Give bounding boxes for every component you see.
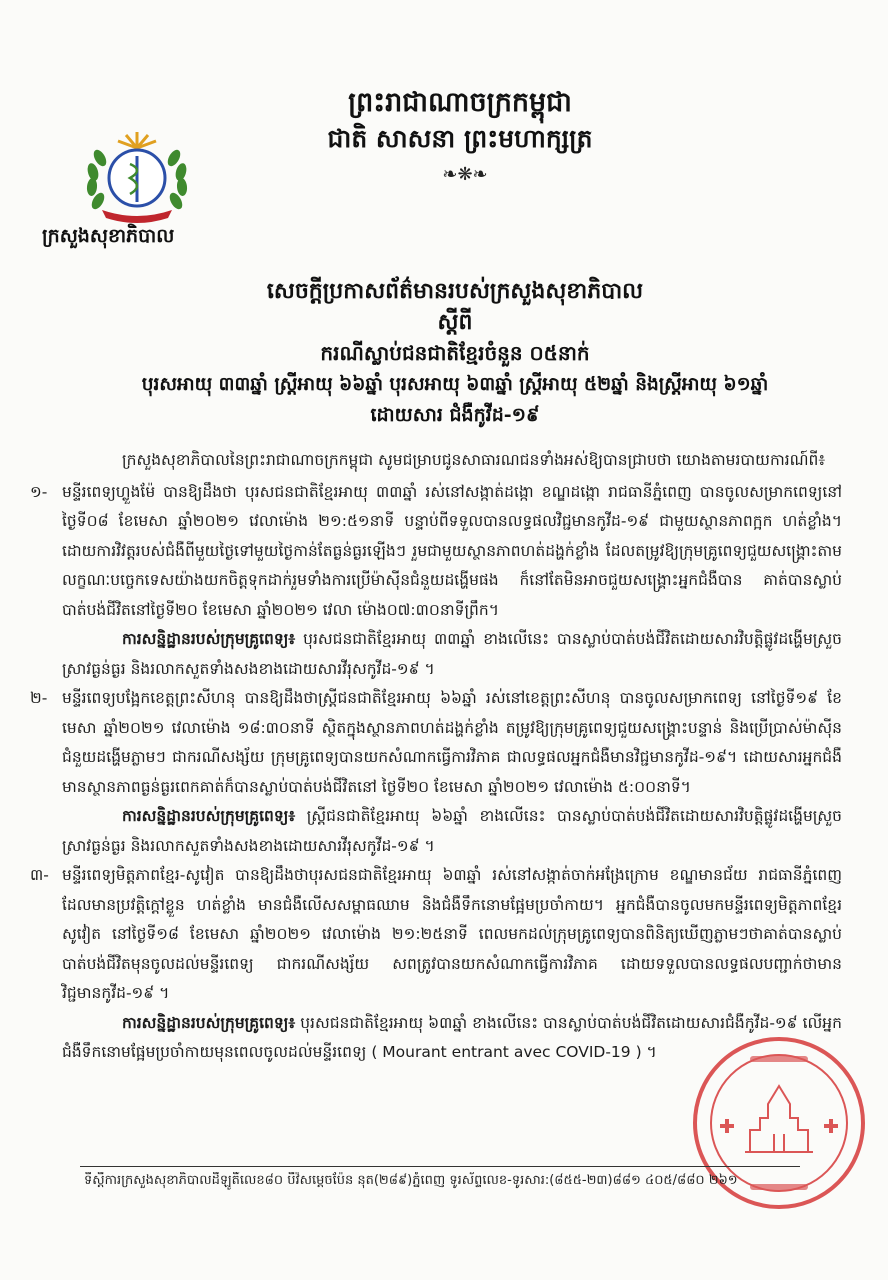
case-number: ២- [30,689,48,707]
case-report: មន្ទីរពេទ្យបង្អែកខេត្តព្រះសីហនុ បានឱ្យដឹងថាស្ត្រីជនជាតិខ្មែរអាយុ ៦៦ឆ្នាំ រស់នៅខេត្តព្រះសីហនុ បានចូលសម្រាកពេទ្យ នៅថ្ងៃទី១៩ ខែមេសា ឆ្នាំ២០២១ វេលាម៉ោង ១៨:៣០នាទី ស្ថិតក្នុងស្ថានភាពហត់ដង្ហក់ខ្លាំង តម្រូវឱ្យក្រុមគ្រូពេទ្យជួយសង្គ្រោះបន្ទាន់ និងប្រើប្រាស់ម៉ាស៊ីនជំនួយដង្ហើមភ្លាមៗ ជាករណីសង្ស័យ ក្រុមគ្រូពេទ្យបានយកសំណាកធ្វើការវិភាគ ជាលទ្ធផលអ្នកជំងឺមានវិជ្ជមានកូវីដ-១៩។ ដោយសារអ្នកជំងឺមានស្ថានភាពធ្ងន់ធ្ងរពេកគាត់ក៏បានស្លាប់បាត់បង់ជីវិតនៅ ថ្ងៃទី២០ ខែមេសា ឆ្នាំ២០២១ វេលាម៉ោង ៥:០០នាទី។ [62,689,842,796]
case-number: ១- [30,482,48,501]
intro-paragraph: ក្រសួងសុខាភិបាលនៃព្រះរាជាណាចក្រកម្ពុជា សូមជម្រាបជូនសាធារណជនទាំងអស់ឱ្យបានជ្រាបថា យោងតាមរបាយការណ៍ពី៖ [122,451,826,469]
national-motto: ជាតិ សាសនា ព្រះមហាក្សត្រ [327,124,593,153]
conclusion-text: ស្ត្រីជនជាតិខ្មែរអាយុ ៦៦ឆ្នាំ ខាងលើនេះ បានស្លាប់បាត់បង់ជីវិតដោយសារវិបត្តិផ្លូវដង្ហើមស្រួចស្រាវធ្ងន់ធ្ងរ និងរលាកសួតទាំងសងខាងដោយសារវីរុសកូវីដ-១៩ ។ [62,807,842,855]
announcement-subject-label: ស្ដីពី [437,309,473,335]
ministry-label: ក្រសួងសុខាភិបាល [42,225,175,247]
conclusion-label: ការសន្និដ្ឋានរបស់ក្រុមគ្រូពេទ្យ៖ [122,630,296,648]
conclusion-label: ការសន្និដ្ឋានរបស់ក្រុមគ្រូពេទ្យ៖ [122,1013,296,1032]
ministry-logo-emblem [78,128,196,228]
announcement-title: សេចក្ដីប្រកាសព័ត៌មានរបស់ក្រសួងសុខាភិបាល [266,278,644,304]
announcement-cause: ដោយសារ ជំងឺកូវីដ-១៩ [370,404,540,426]
case-item-3 [30,861,842,1009]
conclusion-label: ការសន្និដ្ឋានរបស់ក្រុមគ្រូពេទ្យ៖ [122,807,296,825]
case-conclusion-2 [62,802,842,861]
announcement-subject: ករណីស្លាប់ជនជាតិខ្មែរចំនួន ០៥នាក់ [320,341,590,365]
case-number: ៣- [30,866,49,884]
case-item-2 [30,684,842,802]
announcement-body [30,446,842,1068]
kingdom-heading: ព្រះរាជាណាចក្រកម្ពុជា [348,87,572,118]
footer-address: ទីស្ដីការក្រសួងសុខាភិបាលដីឡូតិ៍លេខ៨០ បឺវ៉សម្ដេចប៉ែន នុត(២៨៩)ភ្នំពេញ ទូរស័ព្ទលេខ-ទូរសារ:(៨៥៥-២៣)៨៨១ ៤០៥/៨៨០ ២៦១ [84,1173,738,1188]
conclusion-text: បុរសជនជាតិខ្មែរអាយុ ៣៣ឆ្នាំ ខាងលើនេះ បានស្លាប់បាត់បង់ជីវិតដោយសារវិបត្តិផ្លូវដង្ហើមស្រួចស្រាវធ្ងន់ធ្ងរ និងរលាកសួតទាំងសងខាងដោយសារវីរុសកូវីដ-១៩ ។ [62,630,842,678]
title-block [60,276,850,431]
case-conclusion-1 [62,625,842,684]
ornament-divider: ❧❋❧ [442,164,488,185]
case-item-1 [30,478,842,626]
conclusion-text: បុរសជនជាតិខ្មែរអាយុ ៦៣ឆ្នាំ ខាងលើនេះ បានស្លាប់បាត់បង់ជីវិតដោយសារជំងឺកូវីដ-១៩ លើអ្នកជំងឺទឹកនោមផ្អែមប្រចាំកាយមុនពេលចូលដល់មន្ទីរពេទ្យ ( Mourant entrant avec COVID-19 ) ។ [62,1013,842,1061]
footer-divider [80,1166,800,1167]
announcement-ages: បុរសអាយុ ៣៣ឆ្នាំ ស្ត្រីអាយុ ៦៦ឆ្នាំ បុរសអាយុ ៦៣ឆ្នាំ ស្ត្រីអាយុ ៥២ឆ្នាំ និងស្ត្រីអាយុ ៦១ឆ្នាំ [141,374,769,395]
case-report: មន្ទីរពេទ្យហ្លួងម៉ែ បានឱ្យដឹងថា បុរសជនជាតិខ្មែរអាយុ ៣៣ឆ្នាំ រស់នៅសង្កាត់ដង្កោ ខណ្ឌដង្កោ រាជធានីភ្នំពេញ បានចូលសម្រាកពេទ្យនៅថ្ងៃទី០៨ ខែមេសា ឆ្នាំ២០២១ វេលាម៉ោង ២១:៥១នាទី បន្ទាប់ពីទទួលបានលទ្ធផលវិជ្ជមានកូវីដ-១៩ ជាមួយស្ថានភាពក្អក ហត់ខ្លាំង។ ដោយការវិវត្តរបស់ជំងឺពីមួយថ្ងៃទៅមួយថ្ងៃកាន់តែធ្ងន់ធ្ងរឡើងៗ រួមជាមួយស្ថានភាពហត់ដង្ហក់ខ្លាំង ដែលតម្រូវឱ្យក្រុមគ្រូពេទ្យជួយសង្គ្រោះតាមលក្ខណៈបច្ចេកទេសយ៉ាងយកចិត្តទុកដាក់រួមទាំងការប្រើម៉ាស៊ីនជំនួយដង្ហើមផង ក៏នៅតែមិនអាចជួយសង្គ្រោះអ្នកជំងឺបាន គាត់បានស្លាប់បាត់បង់ជីវិតនៅថ្ងៃទី២០ ខែមេសា ឆ្នាំ២០២១ វេលា ម៉ោង០៧:៣០នាទីព្រឹក។ [62,482,842,619]
case-report: មន្ទីរពេទ្យមិត្តភាពខ្មែរ-សូវៀត បានឱ្យដឹងថាបុរសជនជាតិខ្មែរអាយុ ៦៣ឆ្នាំ រស់នៅសង្កាត់ចាក់អង្រែក្រោម ខណ្ឌមានជ័យ រាជធានីភ្នំពេញ ដែលមានប្រវត្តិក្ដៅខ្លួន ហត់ខ្លាំង មានជំងឺលើសសម្ពាធឈាម និងជំងឺទឹកនោមផ្អែមប្រចាំកាយ។ អ្នកជំងឺបានចូលមកមន្ទីរពេទ្យមិត្តភាពខ្មែរ សូវៀត នៅថ្ងៃទី១៨ ខែមេសា ឆ្នាំ២០២១ វេលាម៉ោង ២១:២៥នាទី ពេលមកដល់ក្រុមគ្រូពេទ្យបានពិនិត្យឃើញភ្លាមៗថាគាត់បានស្លាប់បាត់បង់ជីវិតមុនចូលដល់មន្ទីរពេទ្យ ជាករណីសង្ស័យ សពត្រូវបានយកសំណាកធ្វើការវិភាគ ដោយទទួលបានលទ្ធផលបញ្ជាក់ថាមានវិជ្ជមានកូវីដ-១៩ ។ [62,866,842,1002]
